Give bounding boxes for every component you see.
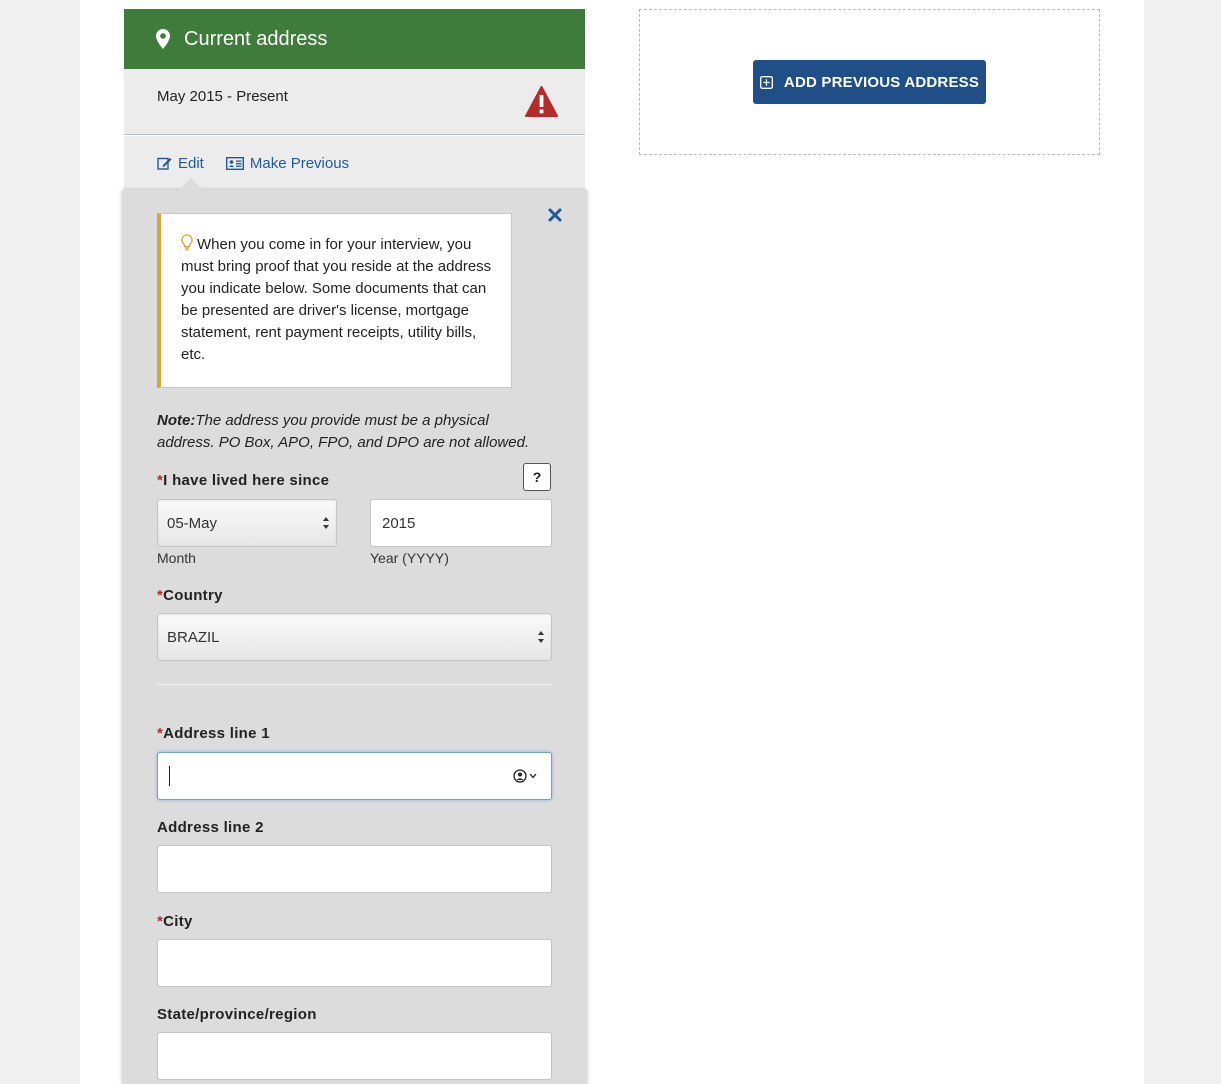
lived-since-text: I have lived here since (163, 472, 330, 489)
address-line-1-text: Address line 1 (163, 725, 270, 742)
required-marker: * (157, 913, 164, 930)
required-marker: * (157, 587, 164, 604)
state-text: State/province/region (157, 1006, 317, 1023)
address-date-range: May 2015 - Present (157, 88, 288, 105)
state-input[interactable] (157, 1032, 552, 1080)
year-label: Year (YYYY) (370, 550, 449, 566)
edit-icon (157, 156, 172, 170)
select-arrows-icon (537, 629, 545, 645)
make-previous-link[interactable] (226, 155, 349, 172)
edit-link[interactable] (157, 155, 204, 172)
address-line-1-input[interactable] (157, 752, 552, 800)
close-icon (548, 208, 562, 222)
panel-pointer (178, 178, 204, 191)
country-select[interactable] (157, 613, 552, 661)
contact-autofill-icon[interactable] (513, 769, 539, 783)
lightbulb-icon (181, 234, 193, 251)
map-pin-icon (156, 29, 170, 49)
required-marker: * (157, 472, 164, 489)
required-marker: * (157, 725, 164, 742)
id-card-icon (226, 157, 244, 170)
text-caret (169, 766, 170, 786)
note-label: Note: (157, 412, 196, 429)
month-value: 05-May (167, 514, 218, 532)
month-select[interactable] (157, 499, 337, 547)
current-address-title: Current address (184, 27, 328, 50)
city-input[interactable] (157, 939, 552, 987)
address-line-2-input[interactable] (157, 845, 552, 893)
month-label: Month (157, 550, 196, 566)
add-previous-address-label: ADD PREVIOUS ADDRESS (783, 73, 980, 91)
address-line-2-label (157, 819, 264, 836)
edit-label: Edit (178, 154, 204, 172)
address-line-2-text: Address line 2 (157, 819, 264, 836)
section-divider (157, 684, 552, 685)
select-arrows-icon (322, 515, 330, 531)
address-date-range-row (124, 69, 585, 135)
year-input[interactable] (370, 499, 552, 547)
interview-tip-box (157, 213, 512, 388)
city-label (157, 913, 193, 930)
close-panel-button[interactable] (546, 207, 564, 225)
physical-address-note (157, 410, 537, 454)
make-previous-label: Make Previous (249, 154, 350, 172)
state-label (157, 1006, 317, 1023)
country-label (157, 587, 223, 604)
help-button[interactable]: ? (523, 463, 551, 491)
add-previous-address-button[interactable] (753, 60, 986, 104)
current-address-header (124, 9, 585, 69)
warning-triangle-icon (525, 86, 558, 117)
country-value: BRAZIL (167, 628, 220, 646)
interview-tip-text: When you come in for your interview, you must bring proof that you reside at the address you indicate below. Some documents that can be presented are driver's license, mortgage statement, rent payment receipts, utility bills, etc. (181, 236, 492, 363)
plus-square-icon (760, 76, 773, 89)
country-text: Country (163, 587, 223, 604)
address-line-1-label (157, 725, 270, 742)
note-text: The address you provide must be a physical address. PO Box, APO, FPO, and DPO are not allowed. (157, 412, 530, 451)
year-value: 2015 (382, 514, 416, 532)
city-text: City (163, 913, 193, 930)
lived-since-label (157, 472, 329, 489)
